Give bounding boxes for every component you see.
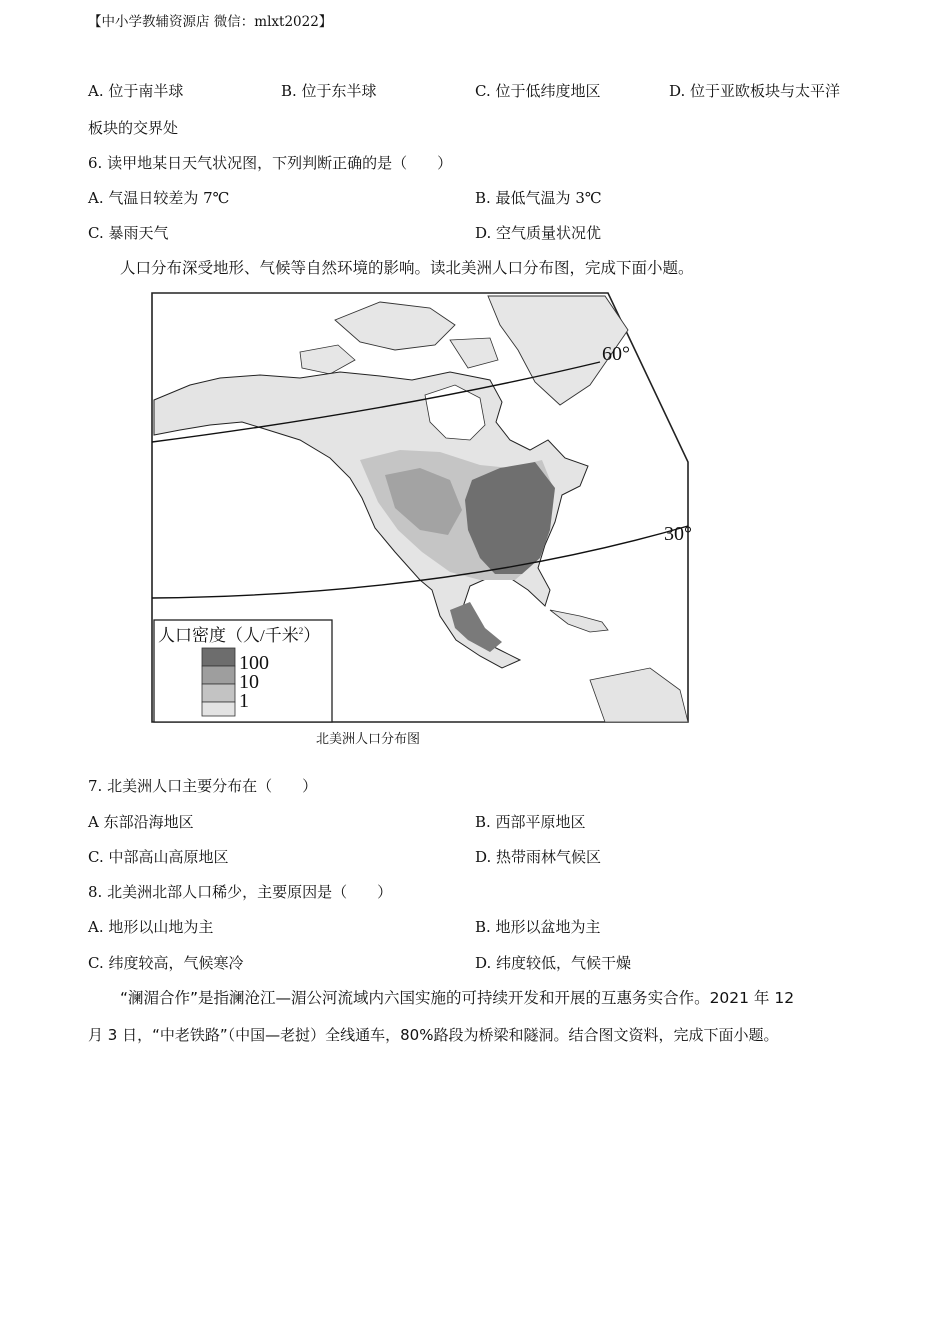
legend-swatch-100 <box>202 648 235 666</box>
q8-option-a: A. 地形以山地为主 <box>88 918 214 936</box>
q6-option-c: C. 暴雨天气 <box>88 224 169 242</box>
q5-option-d: D. 位于亚欧板块与太平洋 <box>669 82 841 100</box>
q7-option-a: A 东部沿海地区 <box>88 813 194 831</box>
legend-swatch-1 <box>202 684 235 702</box>
q7-stem: 7. 北美洲人口主要分布在（ ） <box>88 777 318 795</box>
q8-option-d: D. 纬度较低，气候干燥 <box>475 954 632 972</box>
intro-paragraph-lancang-mekong-line2: 月 3 日，“中老铁路”（中国—老挝）全线通车，80%路段为桥梁和隧洞。结合图文资料，完成下面小题。 <box>88 1026 779 1044</box>
figure-caption: 北美洲人口分布图 <box>316 732 421 747</box>
q8-option-b: B. 地形以盆地为主 <box>475 918 601 936</box>
legend-label-100: 100 <box>239 652 269 674</box>
latitude-60-label: 60° <box>602 343 630 365</box>
q7-option-d: D. 热带雨林气候区 <box>475 848 602 866</box>
q7-option-b: B. 西部平原地区 <box>475 813 586 831</box>
legend-swatch-lowest <box>202 702 235 716</box>
q6-option-d: D. 空气质量状况优 <box>475 224 602 242</box>
q8-stem: 8. 北美洲北部人口稀少，主要原因是（ ） <box>88 883 393 901</box>
q5-option-b: B. 位于东半球 <box>281 82 377 100</box>
q6-option-b: B. 最低气温为 3℃ <box>475 189 602 207</box>
north-america-population-map <box>150 290 692 726</box>
legend-title: 人口密度（人/千米$^2$） <box>158 626 321 645</box>
q8-option-c: C. 纬度较高，气候寒冷 <box>88 954 244 972</box>
intro-paragraph-population: 人口分布深受地形、气候等自然环境的影响。读北美洲人口分布图，完成下面小题。 <box>120 259 694 277</box>
q6-option-a: A. 气温日较差为 7℃ <box>88 189 230 207</box>
q5-option-d-continued: 板块的交界处 <box>88 119 179 137</box>
legend-label-10: 10 <box>239 671 259 693</box>
q5-option-a: A. 位于南半球 <box>88 82 184 100</box>
legend-swatch-10 <box>202 666 235 684</box>
latitude-30-label: 30° <box>664 523 692 545</box>
q6-stem: 6. 读甲地某日天气状况图，下列判断正确的是（ ） <box>88 154 453 172</box>
q5-option-c: C. 位于低纬度地区 <box>475 82 601 100</box>
intro-paragraph-lancang-mekong-line1: “澜湄合作”是指澜沧江—湄公河流域内六国实施的可持续开发和开展的互惠务实合作。2021 年 12 <box>120 989 795 1007</box>
legend-label-1: 1 <box>239 690 249 712</box>
header-banner: 【中小学教辅资源店 微信：mlxt2022】 <box>88 14 333 30</box>
q7-option-c: C. 中部高山高原地区 <box>88 848 229 866</box>
